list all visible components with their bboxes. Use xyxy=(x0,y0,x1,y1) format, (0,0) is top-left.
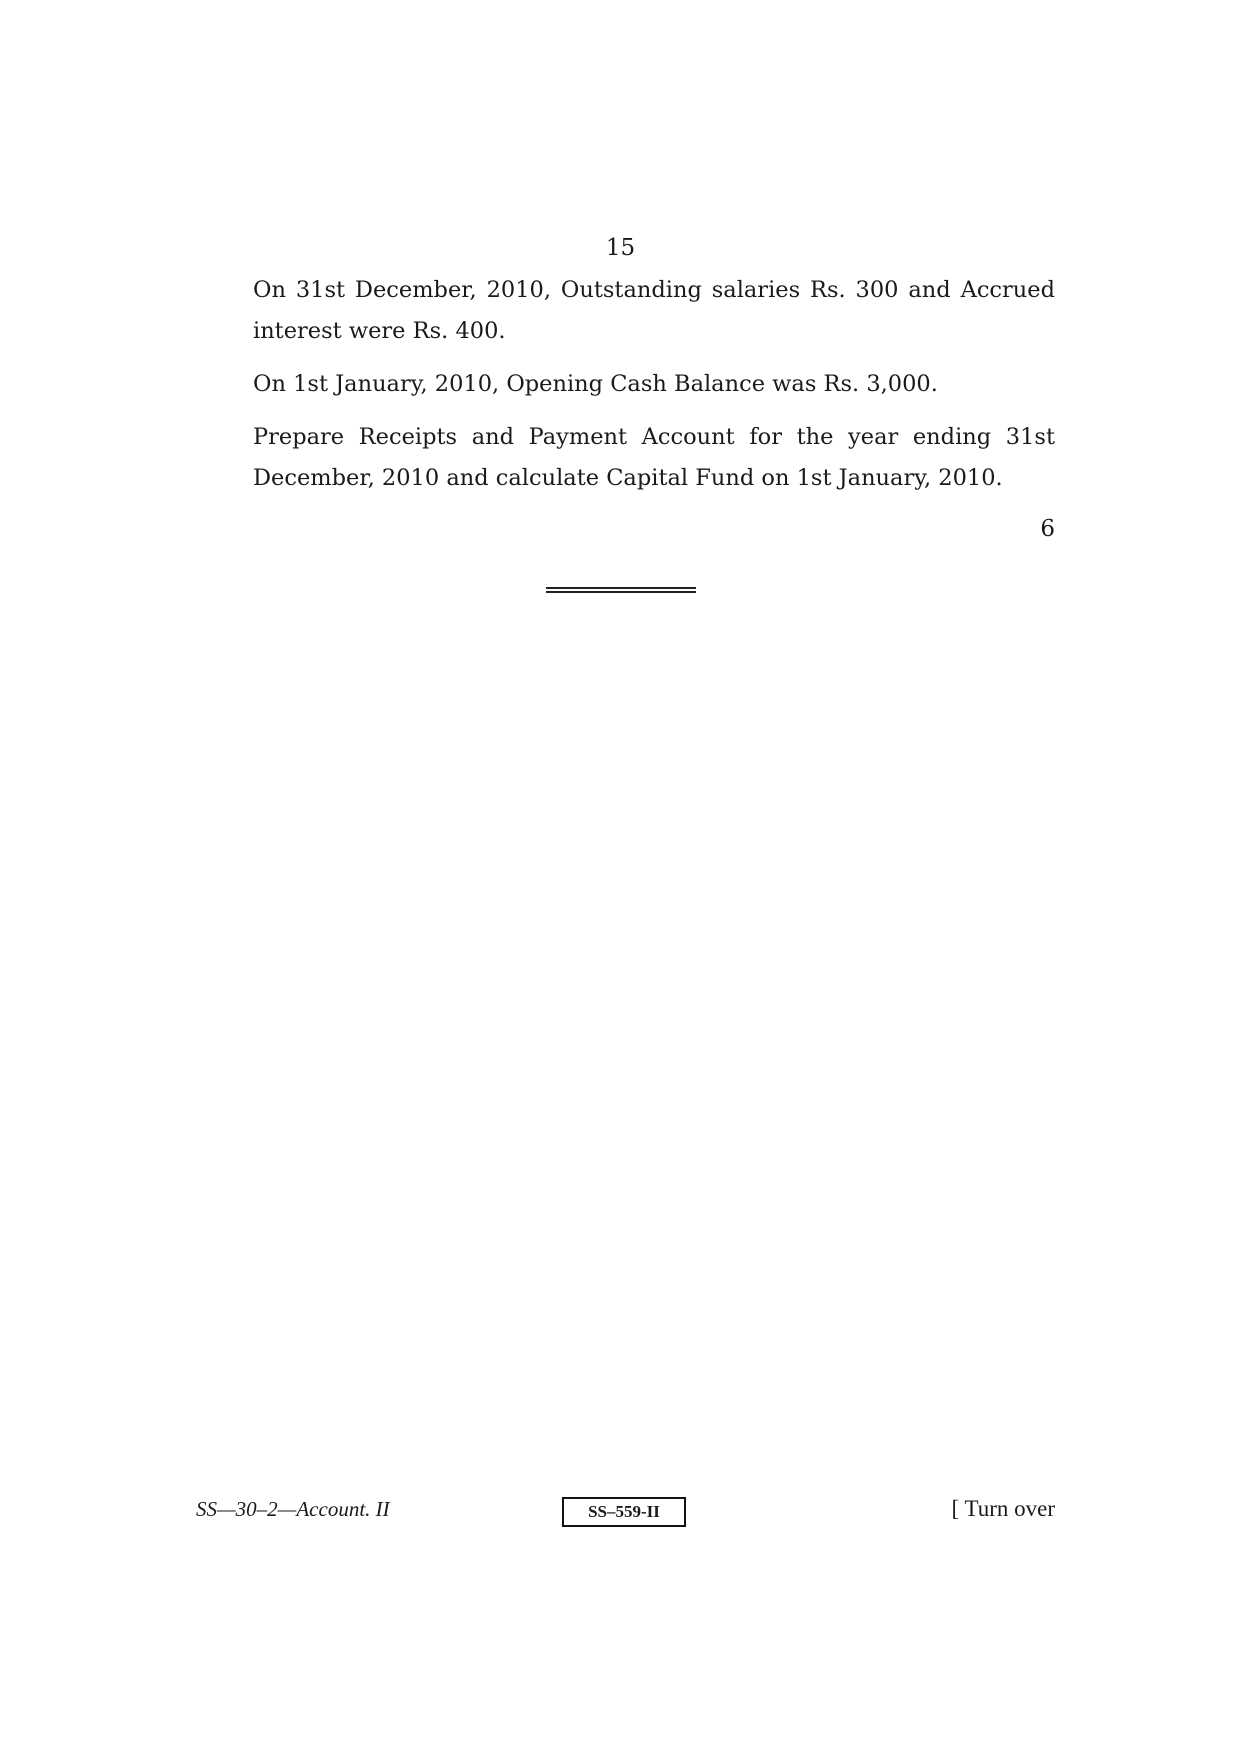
question-body xyxy=(253,270,1055,511)
footer-paper-title: SS—30–2—Account. II xyxy=(196,1497,390,1521)
paragraph-opening-cash: On 1st January, 2010, Opening Cash Balance was Rs. 3,000. xyxy=(253,371,938,397)
end-of-paper-divider xyxy=(546,587,696,593)
question-marks: 6 xyxy=(1040,516,1055,542)
footer-paper-code: SS–559-II xyxy=(562,1497,686,1527)
paragraph-instruction: Prepare Receipts and Payment Account for the year ending 31st December, 2010 and calculate Capital Fund on 1st January, 2010. xyxy=(253,424,1055,491)
page-number: 15 xyxy=(605,235,636,261)
paragraph-outstanding-salaries: On 31st December, 2010, Outstanding salaries Rs. 300 and Accrued interest were Rs. 400. xyxy=(253,277,1055,344)
footer-turn-over: [ Turn over xyxy=(951,1496,1055,1521)
